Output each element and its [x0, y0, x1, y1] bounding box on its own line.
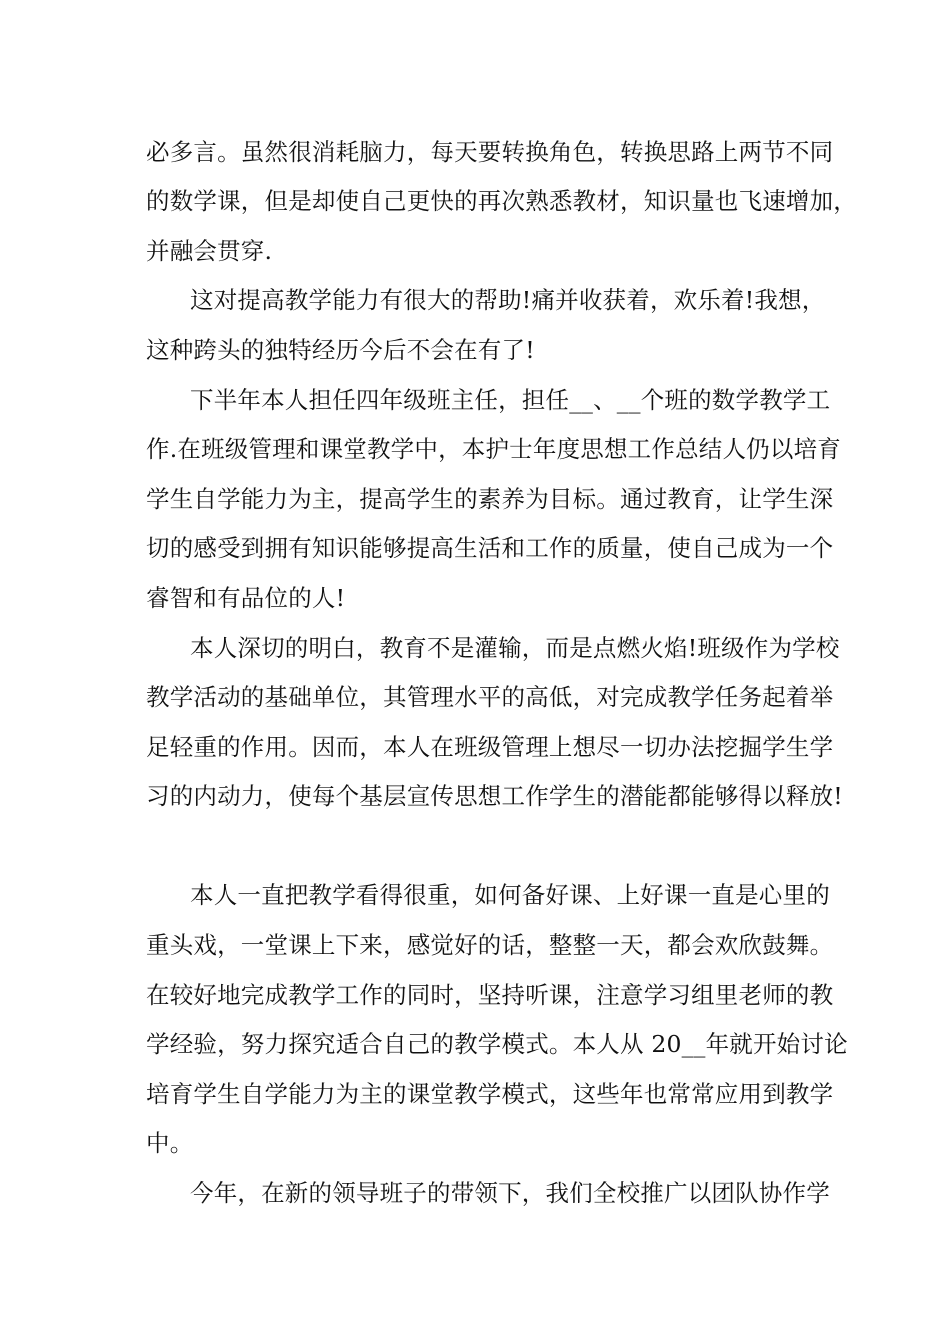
text-line-14: 习的内动力，使每个基层宣传思想工作学生的潜能都能够得以释放!	[146, 782, 843, 810]
text-line-3: 并融会贯穿.	[146, 237, 273, 265]
text-line-10: 睿智和有品位的人!	[146, 584, 346, 612]
text-line-20: 中。	[146, 1129, 194, 1157]
text-line-21: 今年，在新的领导班子的带领下，我们全校推广以团队协作学	[190, 1179, 830, 1207]
text-line-4: 这对提高教学能力有很大的帮助!痛并收获着，欢乐着!我想，	[190, 286, 826, 314]
text-line-1: 必多言。虽然很消耗脑力，每天要转换角色，转换思路上两节不同	[146, 138, 834, 166]
text-line-19: 培育学生自学能力为主的课堂教学模式，这些年也常常应用到教学	[146, 1080, 834, 1108]
text-line-13: 足轻重的作用。因而，本人在班级管理上想尽一切办法挖掘学生学	[146, 733, 834, 761]
text-line-9: 切的感受到拥有知识能够提高生活和工作的质量，使自己成为一个	[146, 534, 834, 562]
text-line-7: 作.在班级管理和课堂教学中，本护士年度思想工作总结人仍以培育	[146, 435, 841, 463]
text-line-8: 学生自学能力为主，提高学生的素养为目标。通过教育，让学生深	[146, 485, 834, 513]
text-line-2: 的数学课，但是却使自己更快的再次熟悉教材，知识量也飞速增加，	[146, 187, 857, 215]
text-line-5: 这种跨头的独特经历今后不会在有了!	[146, 336, 535, 364]
text-line-11: 本人深切的明白，教育不是灌输，而是点燃火焰!班级作为学校	[190, 634, 840, 662]
text-line-12: 教学活动的基础单位，其管理水平的高低，对完成教学任务起着举	[146, 683, 834, 711]
text-line-16: 重头戏，一堂课上下来，感觉好的话，整整一天，都会欢欣鼓舞。	[146, 931, 834, 959]
text-line-6: 下半年本人担任四年级班主任，担任__、__个班的数学教学工	[190, 386, 831, 414]
text-line-18: 学经验，努力探究适合自己的教学模式。本人从 20__年就开始讨论	[146, 1030, 848, 1058]
text-line-17: 在较好地完成教学工作的同时，坚持听课，注意学习组里老师的教	[146, 981, 834, 1009]
text-line-15: 本人一直把教学看得很重，如何备好课、上好课一直是心里的	[190, 881, 830, 909]
